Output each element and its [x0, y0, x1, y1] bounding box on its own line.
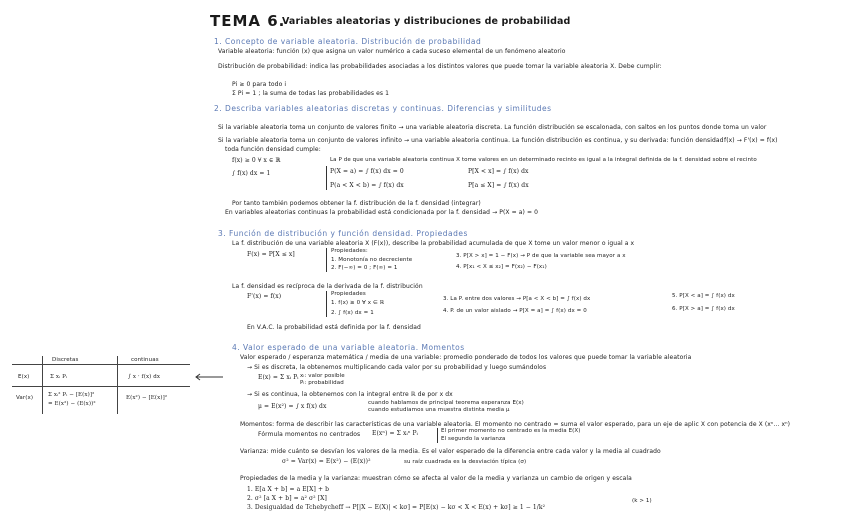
table-header-continuas: continuas [131, 357, 159, 363]
s3-def-F: F(x) = P[X ≤ x] [247, 251, 295, 258]
table-col-rule-1 [42, 356, 43, 414]
s4-prop-2: 2. σ² [a X + b] = a² σ² [X] [247, 495, 327, 502]
s1-line-1: Variable aleatoria: función (x) que asigna un valor numérico a cada suceso elemental de un fenómeno aleatorio [218, 48, 566, 55]
s3-line-1: La f. distribución de una variable aleatoria X (F(x)), describe la probabilidad acumulada de que X tome un valor menor o igual a x [232, 240, 635, 247]
s4-expected-value: E(x) = Σ xᵢ Pᵢ [258, 374, 299, 381]
s4-variance-note: su raíz cuadrada es la desviación típica (σ) [404, 459, 527, 465]
table-header-discretas: Discretas [52, 357, 79, 363]
s2-prob-4: P[a ≤ X] = ∫ f(x) dx [468, 182, 529, 189]
s4-moment-formula: E(xⁿ) = Σ xᵢⁿ Pᵢ [372, 430, 418, 437]
section-2-heading: 2. Describa variables aleatorias discretas y continuas. Diferencias y similitudes [214, 104, 552, 113]
table-ex-discrete: Σ xᵢ Pᵢ [50, 374, 68, 380]
s2-prob-2: P(a < X < b) = ∫ f(x) dx [330, 182, 404, 189]
s2-line-2: Si la variable aleatoria toma un conjunto de valores infinito → una variable aleatoria continua. La función distribución es continua, y su derivada: función densidad [218, 137, 724, 144]
s3-dprop-c: 3. La P. entre dos valores → P[a < X < b] = ∫ f(x) dx [443, 296, 591, 302]
s4-moment-1: El primer momento no centrado es la media E(X) [441, 428, 581, 434]
s4-key-2: Pᵢ: probabilidad [300, 380, 344, 386]
s3-prop-d: 4. P[x₁ < X ≤ x₂] = F(x₂) − F(x₁) [456, 264, 547, 270]
s1-line-3: Pi ≥ 0 para todo i [232, 81, 287, 88]
s4-moment-2: El segundo la varianza [441, 436, 506, 442]
s3-dprop-f: 6. P[X > a] = ∫ f(x) dx [672, 306, 735, 312]
s3-prop-a: 1. Monotonía no decreciente [331, 257, 413, 263]
s3-dprop-a: 1. f(x) ≥ 0 ∀ x ∈ ℝ [331, 300, 385, 306]
s2-recinto-desc: La P de que una variable aleatoria continua X tome valores en un determinado recinto es igual a la integral definida de la f. densidad sobre el recinto [330, 157, 757, 163]
s2-line-1: Si la variable aleatoria toma un conjunto de valores finito → una variable aleatoria discreta. La función distribución se escalonada, con saltos en los puntos donde toma un valor [218, 124, 767, 131]
s1-line-4: Σ Pi = 1 ; la suma de todas las probabilidades es 1 [232, 90, 390, 97]
s3-line-3: En V.A.C. la probabilidad está definida por la f. densidad [247, 324, 421, 331]
s3-props-label: Propiedades: [331, 248, 368, 254]
s4-line-1: Valor esperado / esperanza matemática / media de una variable: promedio ponderado de todos los valores que puede tomar la variable aleatoria [240, 354, 692, 361]
s4-line-5: Fórmula momentos no centrados [258, 431, 361, 438]
table-ex-continuous: ∫ x · f(x) dx [128, 374, 161, 380]
s3-def-f: F'(x) = f(x) [247, 293, 282, 300]
s3-dprop-d: 4. P. de un valor aislado → P[X = a] = ∫ f(x) dx = 0 [443, 308, 587, 314]
s2-fx-integral: ∫ f(x) dx = 1 [232, 170, 271, 177]
arrow-left-icon [194, 373, 224, 381]
s4-mu: μ = E(x²) = ∫ x f(x) dx [258, 403, 327, 410]
table-row-label-ex: E(x) [18, 374, 30, 380]
s4-key-1: xᵢ: valor posible [300, 373, 345, 379]
s3-dprop-e: 5. P[X < a] = ∫ f(x) dx [672, 293, 735, 299]
table-row-label-var: Var(x) [16, 395, 34, 401]
table-top-rule [12, 364, 190, 365]
s3-line-2: La f. densidad es recíproca de la derivada de la f. distribución [232, 283, 423, 290]
s4-mu-note-1: cuando hablamos de principal teorema esperanza E(x) [368, 400, 524, 406]
s2-fx-positive: f(x) ≥ 0 ∀ x ∈ ℝ [232, 157, 281, 164]
table-var-discrete-2: = E(x²) − (E(x))² [48, 401, 96, 407]
s2-brace [326, 166, 327, 190]
s4-prop-3: 3. Desigualdad de Tchebycheff → P[|X − E(X)| < kσ] = P[E(x) − kσ < X < E(x) + kσ] ≥ 1 − 1/k² [247, 504, 546, 511]
s4-line-7: Propiedades de la media y la varianza: muestran cómo se afecta al valor de la media y varianza un cambio de origen y escala [240, 475, 632, 482]
section-1-heading: 1. Concepto de variable aleatoria. Distribución de probabilidad [214, 37, 482, 46]
page-subtitle: Variables aleatorias y distribuciones de probabilidad [282, 16, 571, 27]
s4-line-4: Momentos: forma de describir las características de una variable aleatoria. El momento no centrado = suma el valor esperado, para un eje de aplic X con potencia de X (xⁿ... xⁿ) [240, 421, 791, 428]
s4-line-6: Varianza: mide cuánto se desvían los valores de la media. Es el valor esperado de la diferencia entre cada valor y la media al cuadrado [240, 448, 661, 455]
s4-line-3: → Si es continua, la obtenemos con la integral entre ℝ de por x dx [247, 391, 453, 398]
section-3-heading: 3. Función de distribución y función densidad. Propiedades [218, 229, 468, 238]
s4-mu-note-2: cuando estudiamos una muestra distinta media μ [368, 407, 510, 413]
s3-brace-2 [326, 291, 327, 317]
s3-prop-c: 3. P[X > x] = 1 − F(x) → P de que la variable sea mayor a x [456, 253, 626, 259]
table-col-rule-2 [117, 356, 118, 414]
s3-dprops-label: Propiedades [331, 291, 366, 297]
s3-prop-b: 2. F(−∞) = 0 ; F(∞) = 1 [331, 265, 398, 271]
s4-prop-3-condition: (k > 1) [632, 498, 652, 504]
s2-prob-1: P(X = a) = ∫ f(x) dx = 0 [330, 168, 404, 175]
table-var-continuous: E(x²) − [E(x)]² [126, 395, 168, 401]
page-title: TEMA 6. [210, 12, 286, 30]
s4-line-2: → Si es discreta, la obtenemos multiplicando cada valor por su probabilidad y luego sumándolos [247, 364, 547, 371]
s2-derivative: f(x) → F'(x) = f(x) [724, 137, 778, 144]
s2-line-5: En variables aleatorias continuas la probabilidad está condicionada por la f. densidad → P(X = a) = 0 [225, 209, 539, 216]
table-mid-rule [12, 386, 190, 387]
s4-variance: σ² = Var(x) = E(x²) − (E(x))² [282, 458, 371, 465]
s2-line-4: Por tanto también podemos obtener la f. distribución de la f. densidad (integrar) [232, 200, 481, 207]
section-4-heading: 4. Valor esperado de una variable aleatoria. Momentos [232, 343, 465, 352]
s4-prop-1: 1. E[a X + b] = a E[X] + b [247, 486, 330, 493]
s2-prob-3: P[X < x] = ∫ f(x) dx [468, 168, 529, 175]
s4-brace [437, 428, 438, 443]
s1-line-2: Distribución de probabilidad: indica las probabilidades asociadas a los distintos valores que puede tomar la variable aleatoria X. Debe cumplir: [218, 63, 662, 70]
s2-line-3: toda función densidad cumple: [225, 146, 321, 153]
s3-brace-1 [326, 248, 327, 272]
s3-dprop-b: 2. ∫ f(x) dx = 1 [331, 310, 374, 316]
table-var-discrete: Σ xᵢ² Pᵢ − [E(x)]² [48, 392, 95, 398]
